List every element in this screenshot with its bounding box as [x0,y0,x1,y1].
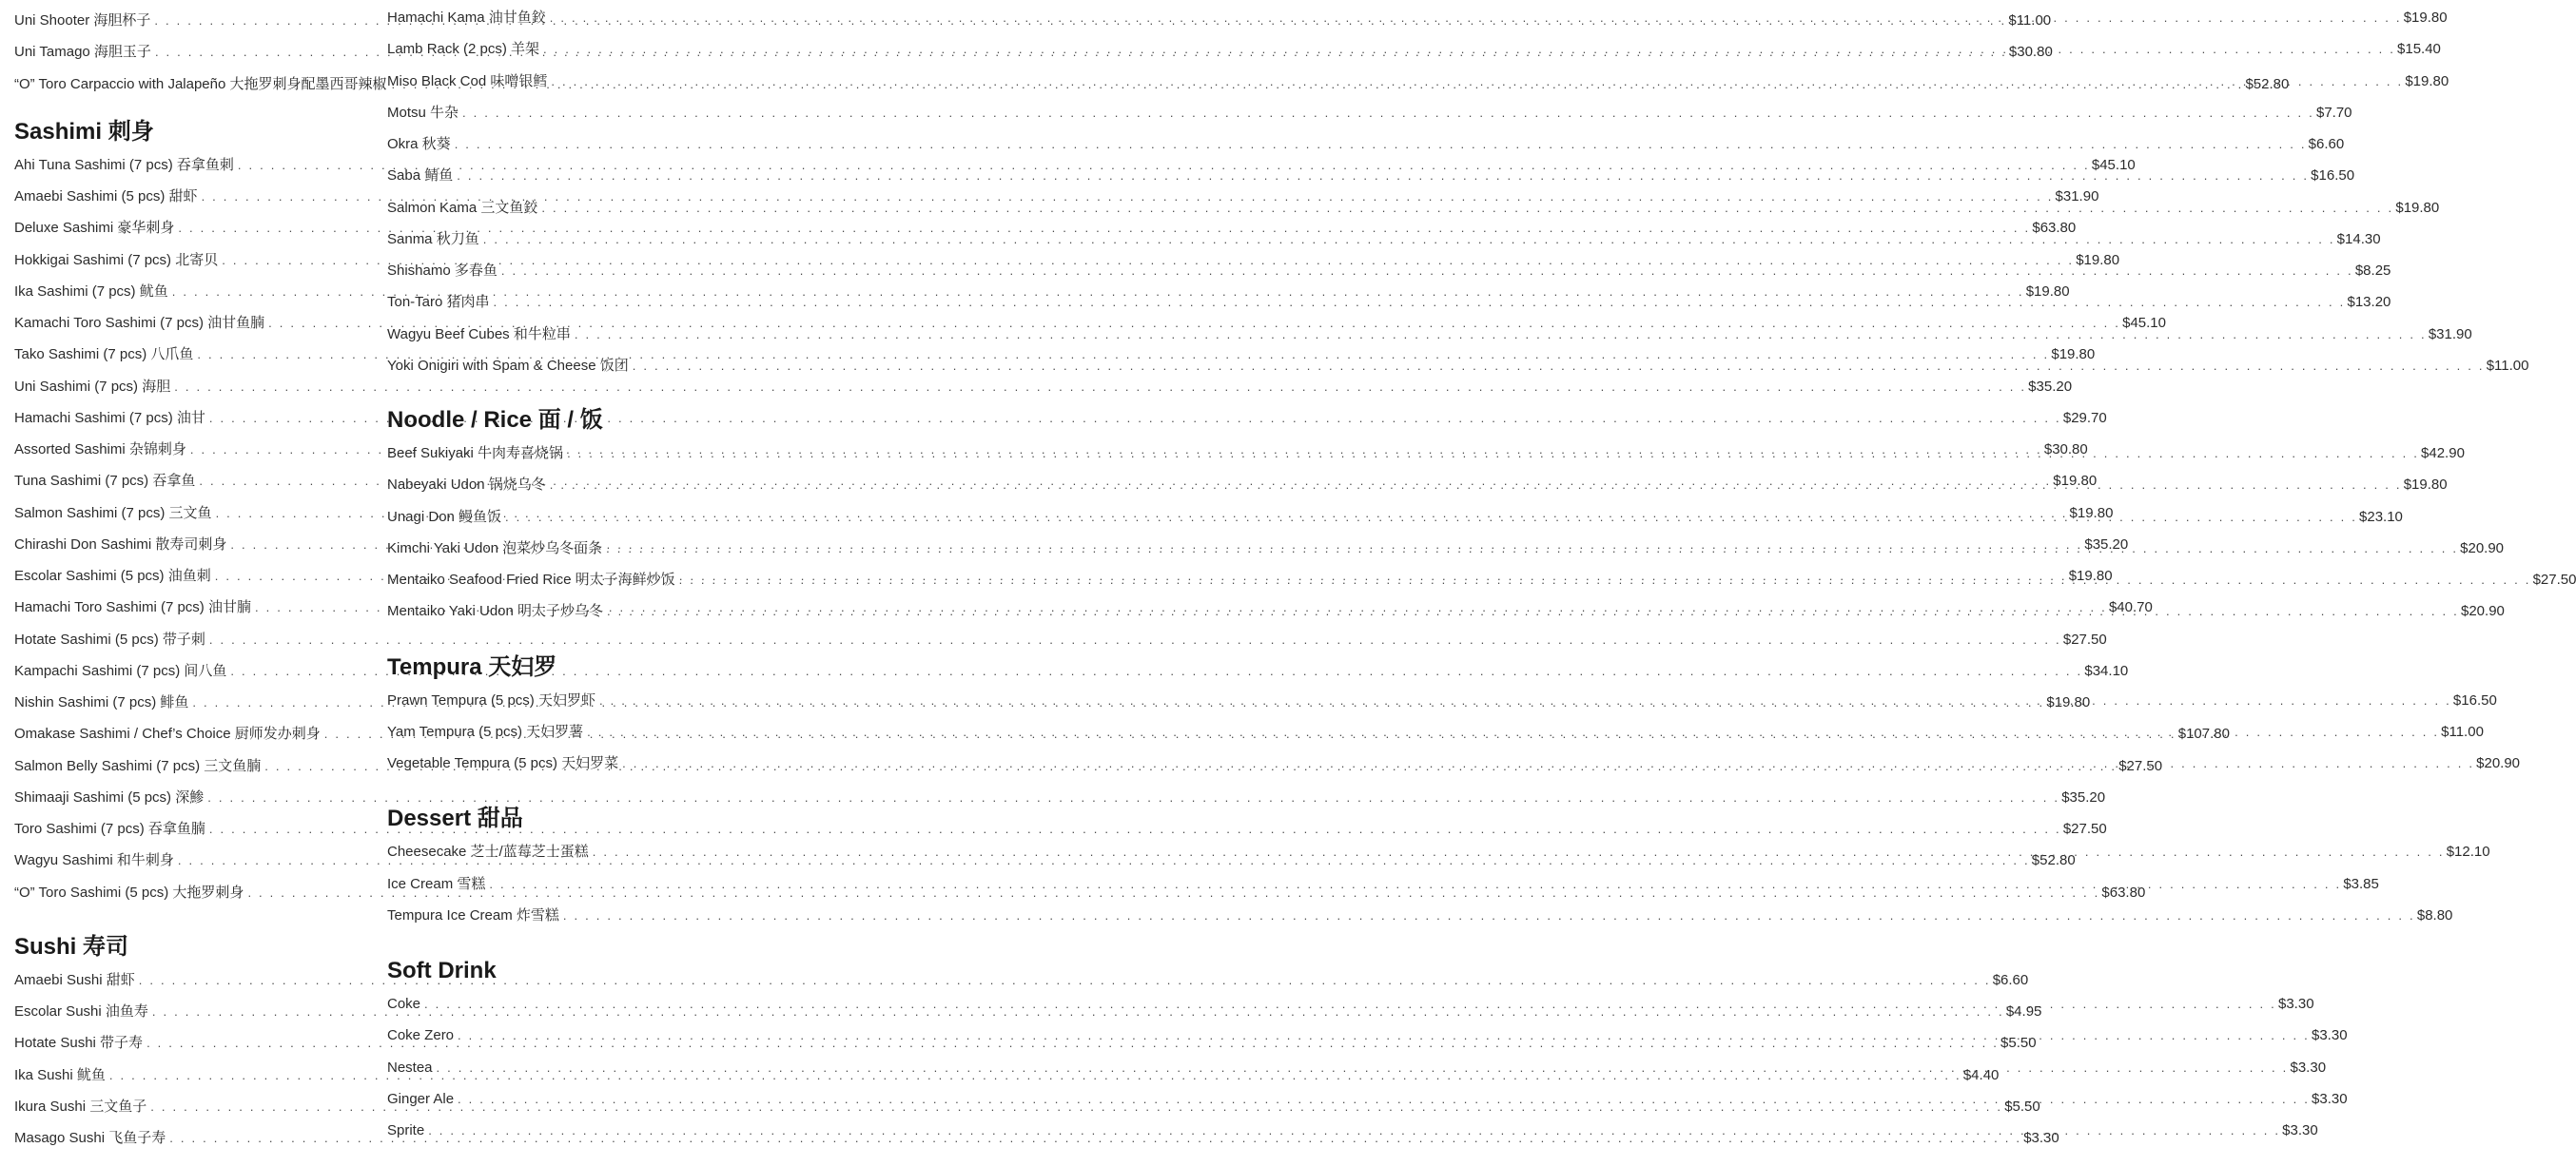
menu-item-price: $19.80 [2069,504,2114,521]
menu-item-name: Escolar Sushi 油鱼寿 [14,1003,148,1020]
menu-item-price: $19.80 [2403,10,2448,26]
menu-item-price: $4.40 [1962,1066,2000,1083]
menu-item-name: Mentaiko Seafood Fried Rice 明太子海鲜炒饭 [387,572,675,588]
menu-item-price: $27.50 [2062,631,2107,648]
dot-leader [599,685,2451,716]
menu-item-name: Amaebi Sushi 甜虾 [14,971,135,988]
dot-leader [563,900,2415,931]
menu-item-price: $52.80 [2245,75,2290,92]
dot-leader [541,192,2393,224]
menu-item-price: $107.80 [2177,726,2230,743]
menu-item-price: $19.80 [2053,473,2098,490]
menu-item-price: $20.90 [2461,603,2505,620]
dot-leader [567,438,2419,469]
menu-item-price: $11.00 [2008,12,2052,29]
menu-item-name: Mentaiko Yaki Udon 明太子炒乌冬 [387,603,604,620]
dot-leader [458,1020,2310,1051]
menu-item-price: $40.70 [2108,599,2153,616]
menu-item-name: Kimchi Yaki Udon 泡菜炒乌冬面条 [387,539,603,556]
menu-item-name: Nestea [387,1059,433,1076]
menu-item-price: $19.80 [2046,694,2091,710]
menu-item-name: Toro Sashimi (7 pcs) 吞拿鱼腩 [14,821,205,837]
menu-item-name: Ika Sushi 鱿鱼 [14,1066,106,1083]
menu-item-name: Hokkigai Sashimi (7 pcs) 北寄贝 [14,251,219,268]
dot-leader [607,595,2459,627]
menu-item-price: $63.80 [2101,884,2146,901]
menu-item-name: Wagyu Beef Cubes 和牛粒串 [387,325,571,342]
menu-item-price: $23.10 [2359,508,2403,525]
menu-item-name: Salmon Belly Sashimi (7 pcs) 三文鱼腩 [14,757,262,774]
menu-item [387,469,2448,500]
menu-item-name: Hamachi Toro Sashimi (7 pcs) 油甘腩 [14,599,251,616]
dot-leader [501,255,2353,286]
menu-item-name: Ahi Tuna Sashimi (7 pcs) 吞拿鱼刺 [14,156,234,173]
menu-item-price: $3.30 [2312,1027,2348,1044]
menu-item-price: $5.50 [2004,1098,2040,1115]
menu-item-name: Ginger Ale [387,1090,455,1107]
menu-item-price: $3.85 [2343,875,2379,892]
menu-item-name: Coke Zero [387,1027,455,1044]
section-heading: Dessert 甜品 [387,806,523,832]
menu-item-price: $11.00 [2441,723,2484,740]
menu-item [387,97,2352,128]
menu-item-name: Escolar Sashimi (5 pcs) 油鱼刺 [14,568,211,584]
menu-item-price: $6.60 [2308,136,2345,152]
menu-item-price: $8.25 [2354,263,2391,279]
dot-leader [593,836,2445,867]
menu-item-price: $30.80 [2008,44,2053,61]
dot-leader [550,2,2402,33]
menu-item-price: $11.00 [2486,357,2529,374]
menu-item-price: $35.20 [2061,788,2106,806]
menu-item [14,371,2073,402]
menu-item-name: Unagi Don 鳗鱼饭 [387,508,502,525]
dot-leader [606,533,2458,564]
dot-leader [489,868,2341,900]
section-heading: Sushi 寿司 [14,933,129,960]
menu-item-name: Assorted Sashimi 杂锦刺身 [14,441,186,457]
menu-item [387,900,2453,931]
menu-item-price: $16.50 [2311,167,2355,185]
menu-item-name: Ikura Sushi 三文鱼子 [14,1098,147,1115]
menu-item-name: Shishamo 多春鱼 [387,263,498,279]
menu-item-name: Tempura Ice Cream 炸雪糕 [387,906,559,924]
menu-item-name: Nabeyaki Udon 锅烧乌冬 [387,477,546,494]
menu-item-name: Beef Sukiyaki 牛肉寿喜烧锅 [387,445,564,461]
menu-item-price: $19.80 [2395,199,2440,216]
menu-item-price: $3.30 [2278,996,2314,1012]
menu-item-price: $19.80 [2025,282,2070,300]
dot-leader [633,350,2485,381]
dot-leader [462,97,2314,128]
dot-leader [455,128,2307,160]
dot-leader [575,319,2427,350]
menu-item-price: $27.50 [2532,572,2576,588]
menu-item-price: $34.10 [2084,662,2129,679]
menu-item-price: $35.20 [2028,378,2073,395]
menu-item-price: $6.60 [1992,971,2029,988]
menu-item-name: Sprite [387,1122,425,1138]
menu-item-name: Hamachi Sashimi (7 pcs) 油甘 [14,409,205,426]
dot-leader [437,1052,2289,1083]
menu-item-name: Yam Tempura (5 pcs) 天妇罗薯 [387,723,584,740]
menu-item-name: Ton-Taro 猪肉串 [387,294,490,311]
menu-item-name: Salmon Sashimi (7 pcs) 三文鱼 [14,504,212,521]
menu-item-name: Yoki Onigiri with Spam & Cheese 饭团 [387,357,629,374]
section-heading: Sashimi 刺身 [14,118,154,145]
menu-item-price: $15.40 [2397,41,2441,58]
menu-item-name: Kampachi Sashimi (7 pcs) 间八鱼 [14,662,227,679]
menu-item-name: Hamachi Kama 油甘鱼鉸 [387,10,546,26]
menu-item-name: Chirashi Don Sashimi 散寿司刺身 [14,535,227,553]
menu-item-price: $8.80 [2416,906,2453,924]
menu-item-name: Vegetable Tempura (5 pcs) 天妇罗菜 [387,755,619,771]
menu-item-price: $12.10 [2446,844,2490,861]
menu-item-name: Tako Sashimi (7 pcs) 八爪鱼 [14,346,194,363]
menu-item-price: $19.80 [2076,251,2120,268]
menu-item-name: Tuna Sashimi (7 pcs) 吞拿鱼 [14,473,196,490]
menu-item [387,1115,2318,1146]
dot-leader [679,564,2531,595]
menu-item-price: $19.80 [2405,72,2449,89]
menu-item-price: $3.30 [2312,1090,2348,1107]
menu-item [387,128,2345,160]
menu-item-name: Uni Shooter 海胆杯子 [14,12,151,29]
dot-leader [428,1115,2280,1146]
menu-item-price: $45.10 [2091,156,2136,173]
menu-item-price: $4.95 [2005,1003,2042,1020]
menu-item-price: $16.50 [2452,691,2497,709]
menu-item-name: Ice Cream 雪糕 [387,875,486,892]
menu-item-price: $19.80 [2051,346,2096,363]
section-heading: Tempura 天妇罗 [387,653,557,680]
menu-item-name: Kamachi Toro Sashimi (7 pcs) 油甘鱼腩 [14,315,265,331]
dot-leader [457,160,2309,191]
menu-item-name: Cheesecake 芝士/蓝莓芝士蛋糕 [387,844,589,861]
menu-item-name: Salmon Kama 三文鱼鉸 [387,199,538,216]
menu-item-name: Uni Tamago 海胆玉子 [14,44,151,61]
menu-item-price: $14.30 [2336,230,2381,247]
menu-item-name: Miso Black Cod 味噌银鳕 [387,72,548,89]
menu-item-price: $27.50 [2118,757,2163,774]
dot-leader [587,716,2439,748]
menu-item-name: Okra 秋葵 [387,136,451,152]
menu-item-name: Masago Sushi 飞鱼子寿 [14,1130,166,1146]
menu-item-name: Motsu 牛杂 [387,104,459,121]
menu-item-price: $29.70 [2062,409,2107,426]
menu-item-name: Prawn Tempura (5 pcs) 天妇罗虾 [387,691,595,709]
menu-item-name: Deluxe Sashimi 豪华刺身 [14,220,175,237]
menu-item-price: $27.50 [2062,821,2107,837]
dot-leader [543,33,2395,65]
menu-item-price: $19.80 [2068,568,2113,584]
menu-item-price: $3.30 [2023,1130,2059,1146]
menu-item-price: $3.30 [2290,1059,2327,1076]
dot-leader [551,66,2403,97]
section-heading: Soft Drink [387,958,497,983]
menu-item-price: $7.70 [2315,104,2352,121]
menu-item-name: Nishin Sashimi (7 pcs) 鲱鱼 [14,694,189,710]
menu-item-price: $19.80 [2403,477,2448,494]
menu-item-price: $31.90 [2428,325,2472,342]
menu-item-price: $20.90 [2460,539,2505,556]
dot-leader [494,286,2346,318]
section-heading: Noodle / Rice 面 / 饭 [387,407,603,433]
menu-item-name: Hotate Sushi 带子寿 [14,1035,144,1052]
menu-item-name: “O” Toro Carpaccio with Jalapeño 大拖罗刺身配墨西哥辣椒 [14,75,387,92]
menu-item-name: Uni Sashimi (7 pcs) 海胆 [14,378,171,395]
menu-item-name: Wagyu Sashimi 和牛刺身 [14,852,174,869]
menu-item-price: $35.20 [2084,535,2129,553]
menu-item-price: $42.90 [2421,445,2465,461]
dot-leader [505,501,2357,533]
menu-item-name: Shimaaji Sashimi (5 pcs) 深鯵 [14,788,205,806]
dot-leader [550,469,2402,500]
menu-item-price: $30.80 [2043,441,2088,457]
dot-leader [622,748,2474,779]
menu-item-name: “O” Toro Sashimi (5 pcs) 大拖罗刺身 [14,884,244,901]
menu-item-price: $45.10 [2122,315,2166,331]
menu-item-name: Ika Sashimi (7 pcs) 鱿鱼 [14,282,168,300]
menu-item-name: Omakase Sashimi / Chef’s Choice 厨师发办刺身 [14,726,321,743]
menu-item [14,624,2107,655]
menu-item-name: Amaebi Sashimi (5 pcs) 甜虾 [14,188,198,204]
menu-item-name: Hotate Sashimi (5 pcs) 带子刺 [14,631,205,648]
menu-item-price: $3.30 [2282,1122,2318,1138]
menu-item-price: $31.90 [2055,188,2099,204]
menu-item-name: Sanma 秋刀鱼 [387,230,479,247]
menu-item-name: Coke [387,996,421,1012]
menu-item [14,782,2106,813]
dot-leader [424,988,2276,1020]
menu-item-name: Saba 鲭鱼 [387,167,454,185]
dot-leader [458,1083,2310,1115]
menu-item-price: $13.20 [2347,294,2391,311]
menu-item-price: $20.90 [2476,755,2521,771]
menu-item-price: $5.50 [2000,1035,2037,1052]
dot-leader [483,224,2335,255]
menu-item-price: $52.80 [2031,852,2076,869]
menu-item-price: $63.80 [2032,220,2077,237]
menu-item-name: Lamb Rack (2 pcs) 羊架 [387,41,540,58]
